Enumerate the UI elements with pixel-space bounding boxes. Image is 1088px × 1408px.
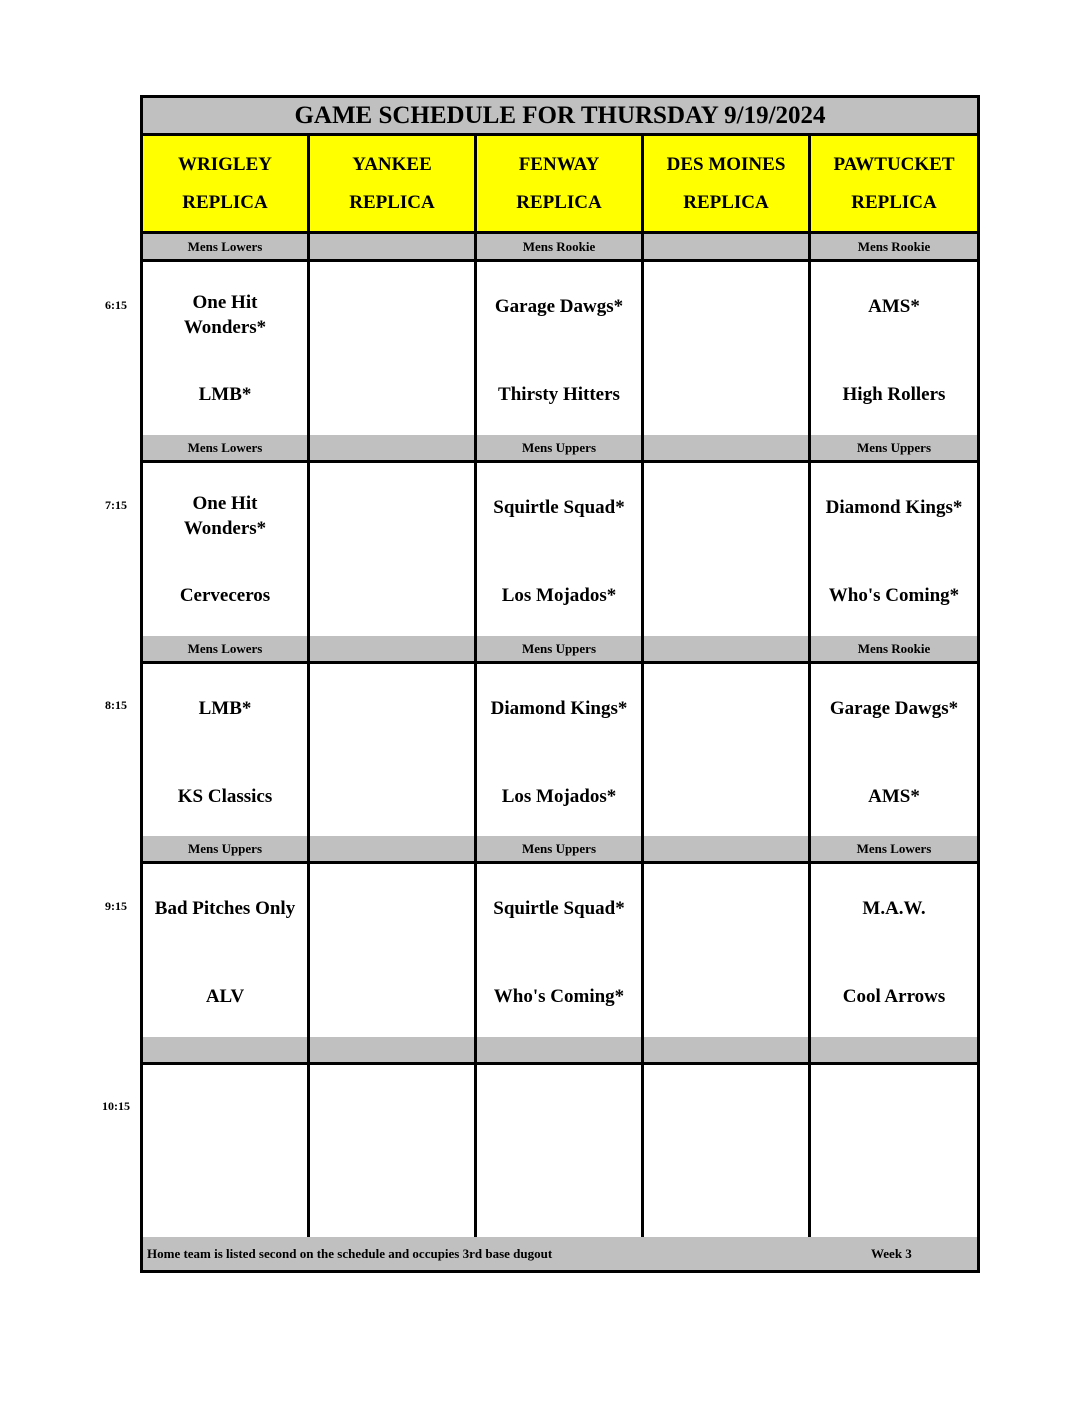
time-slot-615 xyxy=(143,234,977,438)
time-label-715: 7:15 xyxy=(105,498,127,512)
division-label xyxy=(310,636,477,661)
game-cell-empty xyxy=(644,864,811,1037)
field-name: PAWTUCKET xyxy=(833,153,955,175)
field-sub: REPLICA xyxy=(851,191,937,213)
field-sub: REPLICA xyxy=(349,191,435,213)
division-label: Mens Rookie xyxy=(857,640,931,656)
away-team: Diamond Kings* xyxy=(825,497,963,518)
away-team: Squirtle Squad* xyxy=(493,898,625,919)
home-team: LMB* xyxy=(198,384,252,405)
game-cell-empty xyxy=(143,1065,310,1238)
game-cell xyxy=(811,262,977,435)
field-header-yankee xyxy=(310,136,477,231)
division-label xyxy=(310,234,477,259)
game-cell xyxy=(477,864,644,1037)
home-team: Thirsty Hitters xyxy=(498,384,620,405)
time-slot-915 xyxy=(143,836,977,1040)
game-cell xyxy=(143,463,310,636)
division-label xyxy=(644,435,811,460)
home-team: High Rollers xyxy=(842,384,946,405)
division-label xyxy=(811,1037,977,1062)
division-label: Mens Uppers xyxy=(856,439,932,455)
game-cell xyxy=(143,664,310,837)
time-label-915: 9:15 xyxy=(105,899,127,913)
week-label: Week 3 xyxy=(871,1246,912,1261)
game-row xyxy=(143,1065,977,1241)
division-label xyxy=(310,836,477,861)
away-team: AMS* xyxy=(868,296,920,317)
game-cell-empty xyxy=(310,1065,477,1238)
schedule-sheet xyxy=(140,95,980,1273)
home-team: AMS* xyxy=(868,786,920,807)
field-sub: REPLICA xyxy=(683,191,769,213)
field-header-fenway xyxy=(477,136,644,231)
division-label: Mens Uppers xyxy=(477,435,644,460)
division-label: Mens Uppers xyxy=(477,636,644,661)
division-label xyxy=(310,435,477,460)
game-row xyxy=(143,463,977,639)
game-cell-empty xyxy=(644,664,811,837)
division-label xyxy=(477,1037,644,1062)
away-team: Garage Dawgs* xyxy=(829,698,959,719)
time-label-1015: 10:15 xyxy=(102,1099,130,1113)
time-slot-815 xyxy=(143,636,977,840)
field-header-row xyxy=(143,136,977,234)
game-cell-empty xyxy=(310,864,477,1037)
field-header-des-moines xyxy=(644,136,811,231)
away-team: Diamond Kings* xyxy=(490,698,628,719)
division-label xyxy=(644,636,811,661)
away-team: One Hit Wonders* xyxy=(183,292,267,338)
home-team: Who's Coming* xyxy=(828,585,960,606)
home-team: Cerveceros xyxy=(179,585,271,606)
division-row xyxy=(143,234,977,262)
game-cell xyxy=(811,864,977,1037)
division-row xyxy=(143,1037,977,1065)
division-label: Mens Lowers xyxy=(143,636,310,661)
away-team: LMB* xyxy=(198,698,252,719)
division-label: Mens Lowers xyxy=(143,234,310,259)
division-row xyxy=(143,636,977,664)
field-name: DES MOINES xyxy=(666,153,786,175)
game-cell xyxy=(477,664,644,837)
division-label xyxy=(644,234,811,259)
field-sub: REPLICA xyxy=(516,191,602,213)
division-row xyxy=(143,435,977,463)
game-cell-empty xyxy=(310,262,477,435)
division-label xyxy=(644,836,811,861)
footer-note: Home team is listed second on the schedule and occupies 3rd base dugout xyxy=(147,1246,553,1261)
game-cell-empty xyxy=(644,1065,811,1238)
away-team: One Hit Wonders* xyxy=(183,493,267,539)
home-team: KS Classics xyxy=(177,786,273,807)
game-row xyxy=(143,864,977,1040)
home-team: Los Mojados* xyxy=(501,585,617,606)
game-cell xyxy=(811,463,977,636)
game-cell xyxy=(477,262,644,435)
time-label-615: 6:15 xyxy=(105,298,127,312)
division-label xyxy=(143,1037,310,1062)
away-team: Garage Dawgs* xyxy=(494,296,624,317)
field-sub: REPLICA xyxy=(182,191,268,213)
field-name: WRIGLEY xyxy=(178,153,272,175)
game-cell xyxy=(477,463,644,636)
division-label xyxy=(310,1037,477,1062)
division-label: Mens Lowers xyxy=(143,435,310,460)
field-name: YANKEE xyxy=(352,153,432,175)
game-cell-empty xyxy=(477,1065,644,1238)
game-cell-empty xyxy=(310,664,477,837)
home-team: Los Mojados* xyxy=(501,786,617,807)
game-cell-empty xyxy=(644,262,811,435)
time-slot-715 xyxy=(143,435,977,639)
game-cell-empty xyxy=(310,463,477,636)
division-row xyxy=(143,836,977,864)
game-cell xyxy=(811,664,977,837)
away-team: M.A.W. xyxy=(862,898,926,919)
game-row xyxy=(143,262,977,438)
away-team: Squirtle Squad* xyxy=(493,497,625,518)
division-label: Mens Rookie xyxy=(857,238,931,254)
field-header-pawtucket xyxy=(811,136,977,231)
game-cell-empty xyxy=(644,463,811,636)
time-label-815: 8:15 xyxy=(105,698,127,712)
division-label: Mens Lowers xyxy=(856,840,932,856)
time-slot-1015 xyxy=(143,1037,977,1241)
field-header-wrigley xyxy=(143,136,310,231)
footer-bar xyxy=(143,1237,977,1270)
home-team: Who's Coming* xyxy=(493,986,625,1007)
game-cell-empty xyxy=(811,1065,977,1238)
game-cell xyxy=(143,262,310,435)
field-name: FENWAY xyxy=(518,153,600,175)
home-team: Cool Arrows xyxy=(842,986,946,1007)
away-team: Bad Pitches Only xyxy=(154,898,296,919)
game-cell xyxy=(143,864,310,1037)
schedule-title: GAME SCHEDULE FOR THURSDAY 9/19/2024 xyxy=(143,98,977,136)
division-label: Mens Rookie xyxy=(477,234,644,259)
home-team: ALV xyxy=(205,986,245,1007)
division-label: Mens Uppers xyxy=(143,836,310,861)
division-label xyxy=(644,1037,811,1062)
division-label: Mens Uppers xyxy=(477,836,644,861)
game-row xyxy=(143,664,977,840)
